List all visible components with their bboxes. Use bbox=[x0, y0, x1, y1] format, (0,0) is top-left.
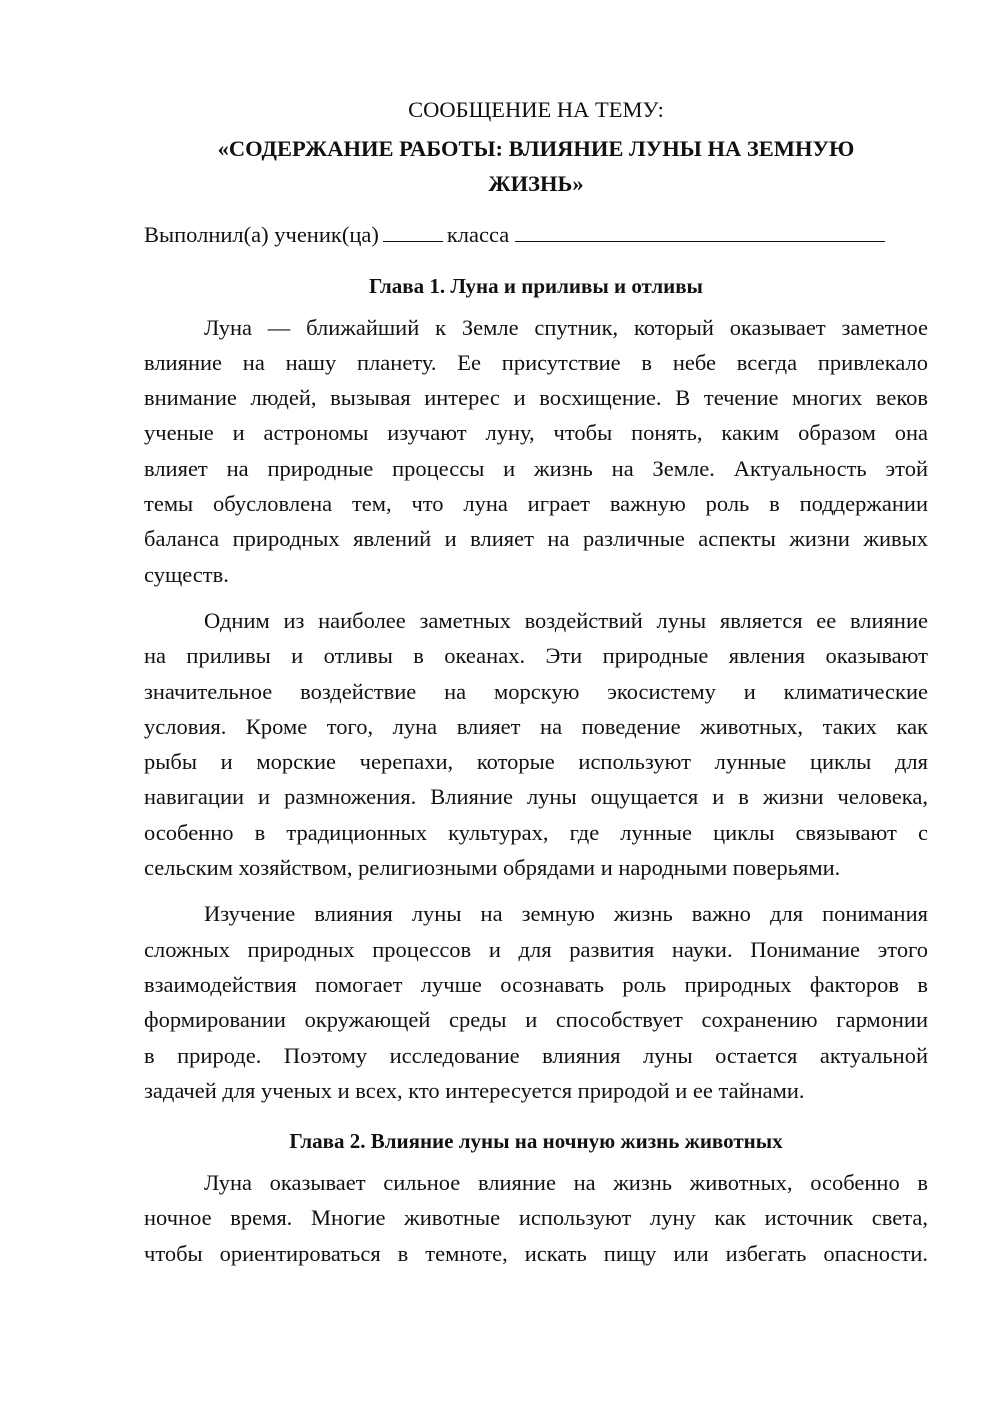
text-line: рыбы и морские черепахи, которые используют лунные циклы для bbox=[144, 749, 928, 775]
document-title-line-1: «СОДЕРЖАНИЕ РАБОТЫ: ВЛИЯНИЕ ЛУНЫ НА ЗЕМНУЮ bbox=[217, 136, 855, 162]
chapter-1-paragraph-3 bbox=[144, 896, 928, 1108]
chapter-1-paragraph-2 bbox=[144, 603, 928, 885]
text-line: чтобы ориентироваться в темноте, искать пищу или избегать опасности. bbox=[144, 1240, 928, 1266]
text-line: задачей для ученых и всех, кто интересуется природой и ее тайнами. bbox=[144, 1077, 805, 1103]
text-line: условия. Кроме того, луна влияет на поведение животных, таких как bbox=[144, 713, 928, 739]
text-line: внимание людей, вызывая интерес и восхищение. В течение многих веков bbox=[144, 385, 928, 411]
class-number-blank bbox=[383, 219, 443, 242]
text-line: на приливы и отливы в океанах. Эти природные явления оказывают bbox=[144, 643, 928, 669]
text-line: взаимодействия помогает лучше осознавать роль природных факторов в bbox=[144, 971, 928, 997]
student-name-blank bbox=[515, 219, 885, 242]
text-line: особенно в традиционных культурах, где лунные циклы связывают с bbox=[144, 819, 928, 845]
chapter-1-heading: Глава 1. Луна и приливы и отливы bbox=[369, 273, 703, 298]
text-line: навигации и размножения. Влияние луны ощущается и в жизни человека, bbox=[144, 784, 928, 810]
text-line: баланса природных явлений и влияет на различные аспекты жизни живых bbox=[144, 526, 928, 552]
signature-class-label: класса bbox=[446, 222, 510, 248]
text-line: Луна оказывает сильное влияние на жизнь животных, особенно в bbox=[204, 1170, 928, 1196]
text-line: сельским хозяйством, религиозными обрядами и народными поверьями. bbox=[144, 855, 841, 881]
text-line: существ. bbox=[144, 561, 229, 587]
signature-line bbox=[144, 217, 928, 252]
text-line: формировании окружающей среды и способствует сохранению гармонии bbox=[144, 1007, 928, 1033]
document-title-label: СООБЩЕНИЕ НА ТЕМУ: bbox=[408, 97, 664, 122]
chapter-2-paragraph-1 bbox=[144, 1165, 928, 1271]
text-line: влияет на природные процессы и жизнь на Земле. Актуальность этой bbox=[144, 455, 928, 481]
text-line: Изучение влияния луны на земную жизнь важно для понимания bbox=[204, 901, 928, 927]
chapter-2-heading: Глава 2. Влияние луны на ночную жизнь животных bbox=[289, 1129, 783, 1154]
text-line: Одним из наиболее заметных воздействий луны является ее влияние bbox=[204, 607, 928, 633]
document-page bbox=[144, 92, 928, 1282]
text-line: значительное воздействие на морскую экосистему и климатические bbox=[144, 678, 928, 704]
text-line: в природе. Поэтому исследование влияния луны остается актуальной bbox=[144, 1042, 928, 1068]
text-line: влияние на нашу планету. Ее присутствие в небе всегда привлекало bbox=[144, 349, 928, 375]
text-line: ночное время. Многие животные используют луну как источник света, bbox=[144, 1205, 928, 1231]
text-line: ученые и астрономы изучают луну, чтобы понять, каким образом она bbox=[144, 420, 928, 446]
chapter-1-paragraph-1 bbox=[144, 310, 928, 592]
signature-prefix: Выполнил(а) ученик(ца) bbox=[144, 222, 379, 248]
document-title-line-2: ЖИЗНЬ» bbox=[488, 171, 584, 197]
text-line: Луна — ближайший к Земле спутник, который оказывает заметное bbox=[204, 314, 928, 340]
text-line: темы обусловлена тем, что луна играет важную роль в поддержании bbox=[144, 491, 928, 517]
text-line: сложных природных процессов и для развития науки. Понимание этого bbox=[144, 936, 928, 962]
